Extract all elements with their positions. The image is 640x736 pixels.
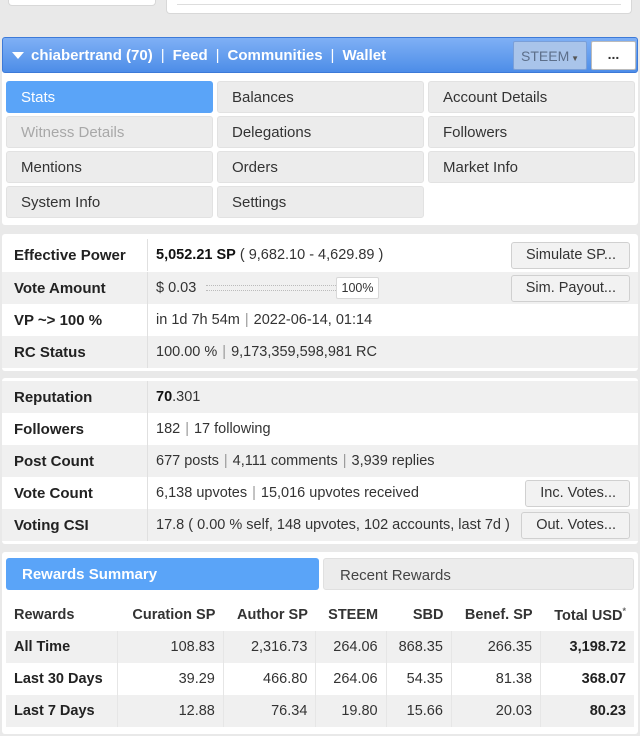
rc-status-value: 100.00 % | 9,173,359,598,981 RC — [156, 344, 377, 360]
followers-value: 182 | 17 following — [156, 421, 271, 437]
tab-mentions[interactable]: Mentions — [6, 151, 213, 183]
effective-power-label: Effective Power — [14, 247, 126, 264]
vote-amount-row — [2, 272, 638, 304]
inc-votes-button[interactable]: Inc. Votes... — [525, 480, 630, 507]
rewards-panel — [2, 552, 638, 734]
simulate-sp-button[interactable]: Simulate SP... — [511, 242, 630, 269]
table-row: Last 30 Days 39.29 466.80 264.06 54.35 81.38 368.07 — [6, 663, 634, 695]
tab-system-info[interactable]: System Info — [6, 186, 213, 218]
reputation-value: 70.301 — [156, 389, 201, 405]
out-votes-button[interactable]: Out. Votes... — [521, 512, 630, 539]
col-curation-sp: Curation SP — [132, 607, 216, 623]
col-sbd: SBD — [412, 607, 444, 623]
effective-power-row — [2, 239, 638, 271]
tab-market-info[interactable]: Market Info — [428, 151, 635, 183]
effective-power-value: 5,052.21 SP ( 9,682.10 - 4,629.89 ) — [156, 247, 384, 263]
col-steem: STEEM — [328, 607, 379, 623]
reputation-row — [2, 381, 638, 413]
account-menu: chiabertrand (70) | Feed | Communities | Wallet — [31, 47, 387, 64]
vote-count-value: 6,138 upvotes | 15,016 upvotes received — [156, 485, 419, 501]
feed-link[interactable]: Feed — [172, 47, 208, 64]
navigation-panel — [2, 37, 638, 225]
tab-delegations[interactable]: Delegations — [217, 116, 424, 148]
vp-row — [2, 304, 638, 336]
more-button[interactable]: ... — [591, 41, 636, 70]
voting-csi-row — [2, 509, 638, 541]
post-count-row — [2, 445, 638, 477]
vp-value: in 1d 7h 54m | 2022-06-14, 01:14 — [156, 312, 373, 328]
vote-amount-label: Vote Amount — [14, 280, 106, 297]
vote-weight-slider[interactable] — [206, 285, 336, 291]
vote-weight-percent[interactable]: 100% — [336, 277, 379, 299]
vote-amount-value: $ 0.03 — [156, 280, 197, 296]
vp-label: VP ~> 100 % — [14, 312, 103, 329]
tab-settings[interactable]: Settings — [217, 186, 424, 218]
rewards-table — [6, 599, 634, 727]
rc-status-label: RC Status — [14, 344, 86, 361]
rewards-header-row — [6, 599, 634, 631]
voting-csi-value: 17.8 ( 0.00 % self, 148 upvotes, 102 accounts, last 7d ) — [156, 517, 510, 533]
communities-link[interactable]: Communities — [227, 47, 323, 64]
rc-status-row — [2, 336, 638, 368]
sim-payout-button[interactable]: Sim. Payout... — [511, 275, 630, 302]
col-author-sp: Author SP — [237, 607, 308, 623]
table-row: Last 7 Days 12.88 76.34 19.80 15.66 20.03 80.23 — [6, 695, 634, 727]
tab-stats[interactable]: Stats — [6, 81, 213, 113]
tab-balances[interactable]: Balances — [217, 81, 424, 113]
tab-account-details[interactable]: Account Details — [428, 81, 635, 113]
dropdown-arrow-icon: ▼ — [571, 54, 579, 63]
tab-recent-rewards[interactable]: Recent Rewards — [323, 558, 634, 590]
post-count-label: Post Count — [14, 453, 94, 470]
tab-witness-details: Witness Details — [6, 116, 213, 148]
col-benef-sp: Benef. SP — [464, 607, 533, 623]
vote-count-label: Vote Count — [14, 485, 93, 502]
account-name-link[interactable]: chiabertrand (70) — [31, 47, 153, 64]
col-total-usd: Total USD* — [554, 606, 626, 624]
table-row: All Time 108.83 2,316.73 264.06 868.35 266.35 3,198.72 — [6, 631, 634, 663]
tab-rewards-summary[interactable]: Rewards Summary — [6, 558, 319, 590]
wallet-link[interactable]: Wallet — [342, 47, 387, 64]
followers-label: Followers — [14, 421, 85, 438]
caret-down-icon[interactable] — [12, 52, 24, 59]
tab-orders[interactable]: Orders — [217, 151, 424, 183]
followers-row — [2, 413, 638, 445]
currency-select[interactable] — [513, 41, 587, 70]
profile-stats-panel — [2, 378, 638, 544]
reputation-label: Reputation — [14, 389, 93, 406]
col-rewards: Rewards — [14, 607, 75, 623]
vote-count-row — [2, 477, 638, 509]
post-count-value: 677 posts | 4,111 comments | 3,939 replies — [156, 453, 435, 469]
account-menu-bar — [2, 37, 638, 73]
tab-followers[interactable]: Followers — [428, 116, 635, 148]
voting-csi-label: Voting CSI — [14, 517, 89, 534]
currency-value: STEEM — [521, 48, 570, 64]
previous-card-edge — [0, 0, 640, 20]
power-panel — [2, 234, 638, 371]
